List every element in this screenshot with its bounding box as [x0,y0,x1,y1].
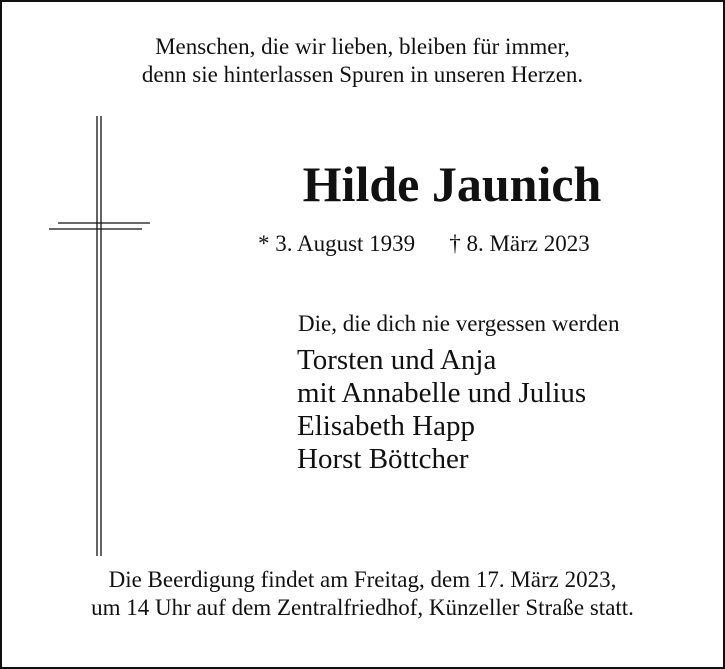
mourners-list [297,344,586,476]
mourners-intro: Die, die dich nie vergessen werden [298,311,620,336]
cross-icon [46,116,156,556]
motto-line-1: Menschen, die wir lieben, bleiben für immer, [155,34,570,59]
mourner-name: mit Annabelle und Julius [297,377,587,409]
funeral-line-2: um 14 Uhr auf dem Zentralfriedhof, Künzeller Straße statt. [91,595,634,620]
mourner-name: Horst Böttcher [297,443,469,475]
funeral-line-1: Die Beerdigung findet am Freitag, dem 17. März 2023, [108,567,617,592]
funeral-info [2,566,723,622]
motto [2,33,723,89]
mourner-name: Torsten und Anja [297,344,497,376]
mourner-name: Elisabeth Happ [297,410,475,442]
motto-line-2: denn sie hinterlassen Spuren in unseren Herzen. [141,62,584,87]
death-date: † 8. März 2023 [449,231,590,256]
deceased-name: Hilde Jaunich [302,156,602,212]
life-dates [258,230,590,258]
birth-date: * 3. August 1939 [258,231,416,256]
